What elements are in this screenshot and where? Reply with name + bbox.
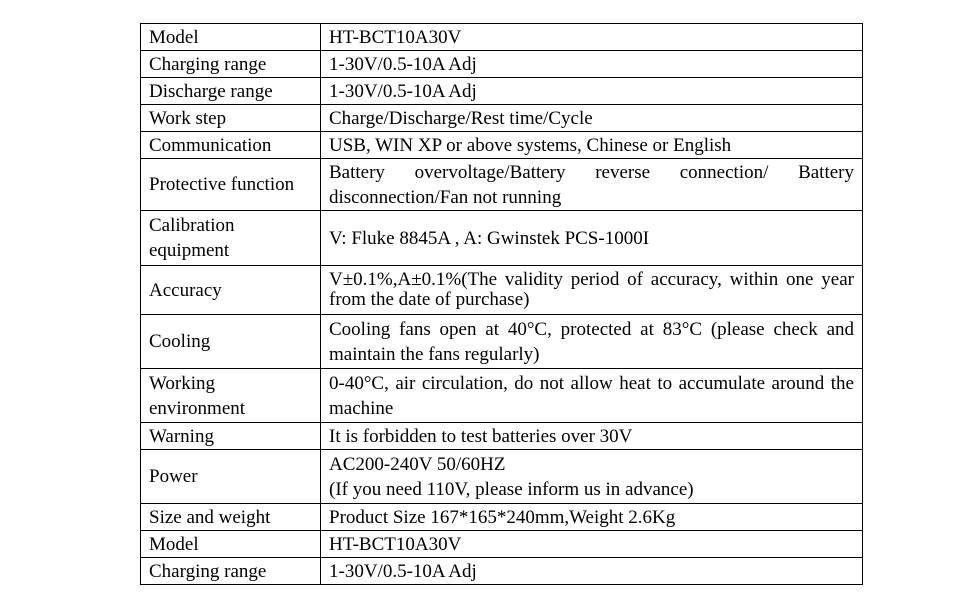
table-row xyxy=(141,105,863,132)
table-row xyxy=(141,78,863,105)
table-row xyxy=(141,211,863,266)
spec-value-model: HT-BCT10A30V xyxy=(321,24,863,51)
table-row xyxy=(141,558,863,585)
table-row xyxy=(141,132,863,159)
spec-label-protective-function: Protective function xyxy=(141,159,321,211)
table-row xyxy=(141,315,863,369)
spec-label-model-repeat: Model xyxy=(141,531,321,558)
spec-value-calibration-equipment: V: Fluke 8845A , A: Gwinstek PCS-1000I xyxy=(321,211,863,266)
table-row xyxy=(141,423,863,450)
spec-label-warning: Warning xyxy=(141,423,321,450)
spec-label-communication: Communication xyxy=(141,132,321,159)
spec-value-model-repeat: HT-BCT10A30V xyxy=(321,531,863,558)
spec-value-working-environment: 0-40°C, air circulation, do not allow heat to accumulate around the machine xyxy=(321,369,863,423)
spec-value-discharge-range: 1-30V/0.5-10A Adj xyxy=(321,78,863,105)
spec-label-charging-range-repeat: Charging range xyxy=(141,558,321,585)
spec-label-work-step: Work step xyxy=(141,105,321,132)
table-row xyxy=(141,450,863,504)
spec-value-size-and-weight: Product Size 167*165*240mm,Weight 2.6Kg xyxy=(321,504,863,531)
table-row xyxy=(141,159,863,211)
spec-value-charging-range: 1-30V/0.5-10A Adj xyxy=(321,51,863,78)
spec-value-protective-function: Battery overvoltage/Battery reverse connection/ Battery disconnection/Fan not running xyxy=(321,159,863,211)
spec-label-calibration-equipment: Calibration equipment xyxy=(141,211,321,266)
table-row xyxy=(141,51,863,78)
spec-label-charging-range: Charging range xyxy=(141,51,321,78)
spec-label-working-environment: Working environment xyxy=(141,369,321,423)
spec-label-power: Power xyxy=(141,450,321,504)
spec-label-discharge-range: Discharge range xyxy=(141,78,321,105)
spec-value-cooling: Cooling fans open at 40°C, protected at 83°C (please check and maintain the fans regularly) xyxy=(321,315,863,369)
table-row xyxy=(141,266,863,315)
spec-value-work-step: Charge/Discharge/Rest time/Cycle xyxy=(321,105,863,132)
specification-table xyxy=(140,23,863,585)
spec-value-communication: USB, WIN XP or above systems, Chinese or English xyxy=(321,132,863,159)
spec-label-model: Model xyxy=(141,24,321,51)
table-row xyxy=(141,531,863,558)
spec-value-accuracy: V±0.1%,A±0.1%(The validity period of accuracy, within one year from the date of purchase) xyxy=(321,266,863,315)
spec-label-cooling: Cooling xyxy=(141,315,321,369)
table-row xyxy=(141,369,863,423)
table-row xyxy=(141,504,863,531)
table-row xyxy=(141,24,863,51)
spec-value-power: AC200-240V 50/60HZ (If you need 110V, please inform us in advance) xyxy=(321,450,863,504)
spec-value-warning: It is forbidden to test batteries over 30V xyxy=(321,423,863,450)
spec-value-charging-range-repeat: 1-30V/0.5-10A Adj xyxy=(321,558,863,585)
spec-label-size-and-weight: Size and weight xyxy=(141,504,321,531)
spec-label-accuracy: Accuracy xyxy=(141,266,321,315)
